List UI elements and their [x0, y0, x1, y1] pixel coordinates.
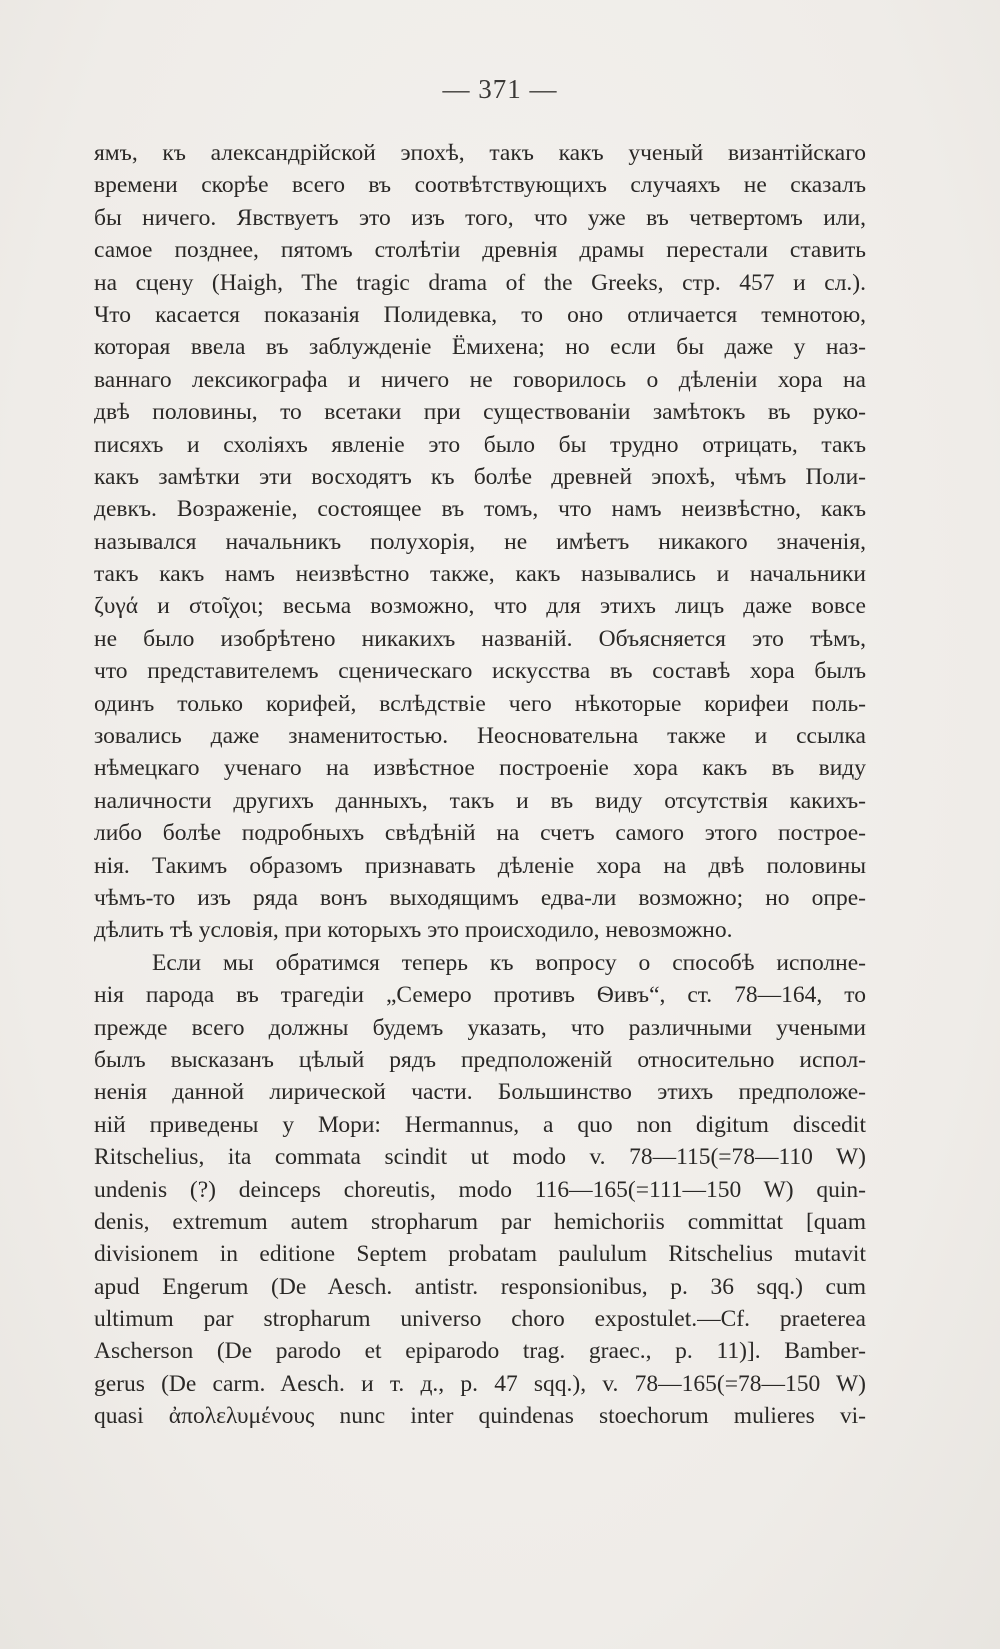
text-line: чѣмъ-то изъ ряда вонъ выходящимъ едва-ли возможно; но опре- [94, 884, 866, 911]
text-line: Ascherson (De parodo et epiparodo trag. graec., p. 11)]. Bamber- [94, 1338, 866, 1365]
text-line: девкъ. Возраженіе, состоящее въ томъ, что намъ неизвѣстно, какъ [94, 496, 866, 523]
text-line: ultimum par stropharum universo choro expostulet.—Cf. praeterea [94, 1306, 866, 1333]
text-line: ненія данной лирической части. Большинство этихъ предположе- [94, 1079, 866, 1106]
text-line: на сцену (Haigh, The tragic drama of the Greeks, стр. 457 и сл.). [94, 269, 866, 296]
text-line: нѣмецкаго ученаго на извѣстное построеніе хора какъ въ виду [94, 755, 866, 782]
text-line: дѣлить тѣ условія, при которыхъ это происходило, невозможно. [94, 917, 733, 944]
text-line: ній приведены у Мори: Hermannus, a quo non digitum discedit [94, 1111, 866, 1138]
text-line: нія парода въ трагедіи „Семеро противъ Ѳивъ“, ст. 78—164, то [94, 982, 866, 1009]
text-line: какъ замѣтки эти восходятъ къ болѣе древней эпохѣ, чѣмъ Поли- [94, 463, 866, 490]
text-line: нія. Такимъ образомъ признавать дѣленіе хора на двѣ половины [94, 852, 866, 879]
text-line: двѣ половины, то всетаки при существованіи замѣтокъ въ руко- [94, 399, 866, 426]
text-line: quasi ἀπολελυμένους nunc inter quindenas stoechorum mulieres vi- [94, 1403, 866, 1430]
text-line: что представителемъ сценическаго искусства въ составѣ хора былъ [94, 658, 866, 685]
paragraph-start-line: Если мы обратимся теперь къ вопросу о способѣ исполне- [152, 949, 866, 976]
text-line: gerus (De carm. Aesch. и т. д., p. 47 sqq.), v. 78—165(=78—150 W) [94, 1370, 866, 1397]
text-line: divisionem in editione Septem probatam paululum Ritschelius mutavit [94, 1241, 866, 1268]
text-line: зовались даже знаменитостью. Неосновательна также и ссылка [94, 723, 866, 750]
text-line: самое позднее, пятомъ столѣтіи древнія драмы перестали ставить [94, 237, 866, 264]
text-line: undenis (?) deinceps choreutis, modo 116—165(=111—150 W) quin- [94, 1176, 866, 1203]
page-number: — 371 — [442, 74, 558, 104]
text-line: ваннаго лексикографа и ничего не говорилось о дѣленіи хора на [94, 366, 866, 393]
text-line: писяхъ и схоліяхъ явленіе это было бы трудно отрицать, такъ [94, 431, 866, 458]
text-line: одинъ только корифей, вслѣдствіе чего нѣкоторые корифеи поль- [94, 690, 866, 717]
text-line: времени скорѣе всего въ соотвѣтствующихъ случаяхъ не сказалъ [94, 172, 866, 199]
text-line: denis, extremum autem stropharum par hemichoriis committat [quam [94, 1208, 866, 1235]
text-line: либо болѣе подробныхъ свѣдѣній на счетъ самого этого построе- [94, 820, 866, 847]
text-line: Ritschelius, ita commata scindit ut modo v. 78—115(=78—110 W) [94, 1144, 866, 1171]
text-line: бы ничего. Явствуетъ это изъ того, что уже въ четвертомъ или, [94, 204, 866, 231]
text-line: которая ввела въ заблужденіе Ёмихена; но если бы даже у наз- [94, 334, 866, 361]
text-line: назывался начальникъ полухорія, не имѣетъ никакого значенія, [94, 528, 866, 555]
text-line: ζυγά и στοῖχοι; весьма возможно, что для этихъ лицъ даже вовсе [94, 593, 866, 620]
text-line: не было изобрѣтено никакихъ названій. Объясняется это тѣмъ, [94, 625, 866, 652]
text-line: былъ высказанъ цѣлый рядъ предположеній относительно испол- [94, 1046, 866, 1073]
text-line: наличности другихъ данныхъ, такъ и въ виду отсутствія какихъ- [94, 787, 866, 814]
body-text [94, 137, 866, 1433]
text-line: прежде всего должны будемъ указать, что различными учеными [94, 1014, 866, 1041]
text-line: apud Engerum (De Aesch. antistr. responsionibus, p. 36 sqq.) cum [94, 1273, 866, 1300]
text-line: ямъ, къ александрійской эпохѣ, такъ какъ ученый византійскаго [94, 140, 866, 166]
text-line: Что касается показанія Полидевка, то оно отличается темнотою, [94, 301, 866, 328]
text-line: такъ какъ намъ неизвѣстно также, какъ назывались и начальники [94, 561, 866, 588]
